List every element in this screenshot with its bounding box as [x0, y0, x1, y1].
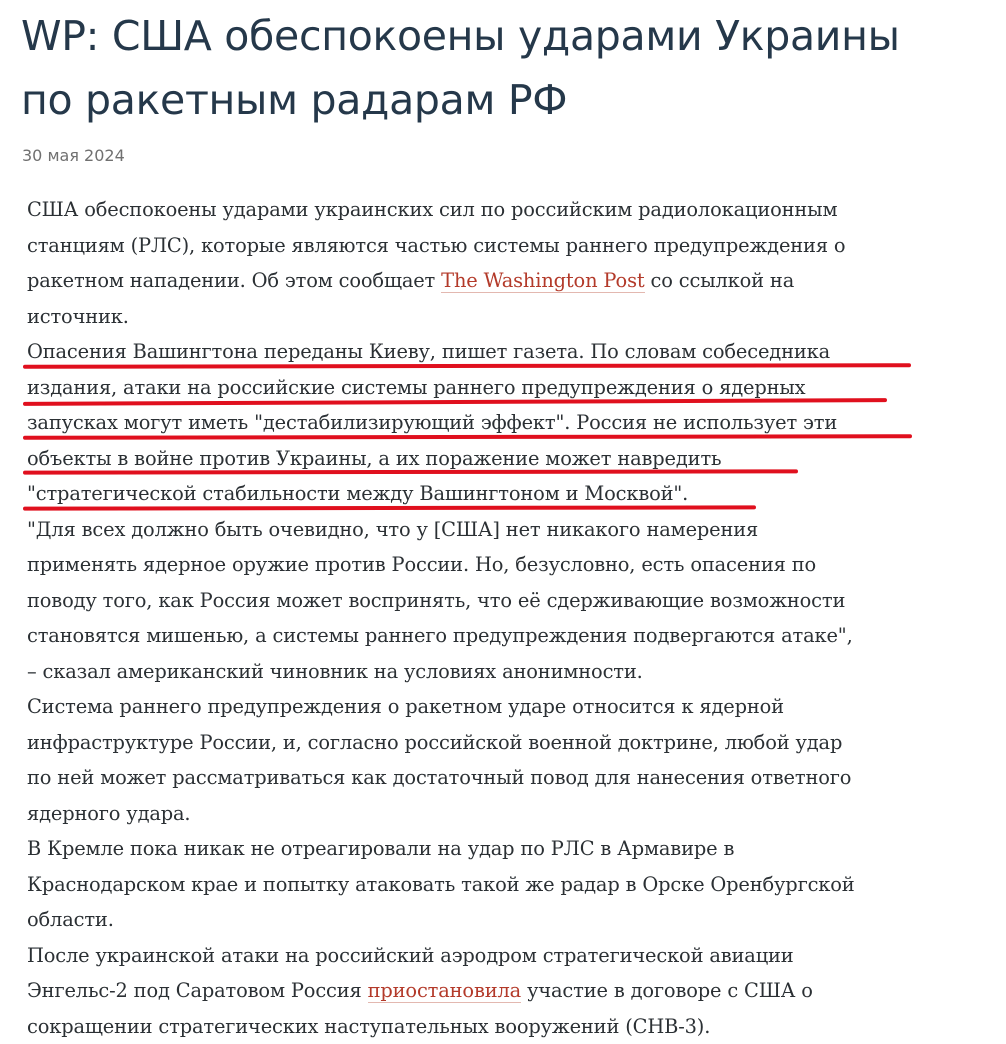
paragraph-6	[27, 938, 977, 1044]
publish-date: 30 мая 2024	[22, 145, 125, 167]
article-title	[21, 4, 1001, 132]
paragraph-2-line-2: издания, атаки на российские системы раннего предупреждения о ядерных	[27, 370, 977, 406]
paragraph-4-line-4: ядерного удара.	[27, 796, 977, 832]
paragraph-4	[27, 689, 977, 831]
paragraph-5-line-1: В Кремле пока никак не отреагировали на удар по РЛС в Армавире в	[27, 831, 977, 867]
paragraph-2-line-4: объекты в войне против Украины, а их поражение может навредить	[27, 441, 977, 477]
washington-post-link[interactable]: The Washington Post	[441, 269, 644, 293]
paragraph-1	[27, 192, 977, 334]
paragraph-2-highlighted	[27, 334, 977, 512]
paragraph-2-line-3: запусках могут иметь "дестабилизирующий эффект". Россия не использует эти	[27, 405, 977, 441]
paragraph-3-line-5: – сказал американский чиновник на условиях анонимности.	[27, 654, 977, 690]
paragraph-5-line-3: области.	[27, 902, 977, 938]
paragraph-3	[27, 512, 977, 690]
paragraph-1-line-2: станциям (РЛС), которые являются частью системы раннего предупреждения о	[27, 228, 977, 264]
paragraph-1-line-3	[27, 263, 977, 299]
paragraph-2-line-1: Опасения Вашингтона переданы Киеву, пишет газета. По словам собеседника	[27, 334, 977, 370]
paragraph-4-line-1: Система раннего предупреждения о ракетном ударе относится к ядерной	[27, 689, 977, 725]
paragraph-6-line-2-text-before: Энгельс-2 под Саратовом Россия	[27, 979, 368, 1002]
suspended-link[interactable]: приостановила	[368, 979, 521, 1003]
paragraph-3-line-3: поводу того, как Россия может воспринять, что её сдерживающие возможности	[27, 583, 977, 619]
title-line-2: по ракетным радарам РФ	[21, 68, 1001, 132]
paragraph-3-line-2: применять ядерное оружие против России. Но, безусловно, есть опасения по	[27, 547, 977, 583]
paragraph-1-line-3-text-after: со ссылкой на	[645, 269, 795, 292]
title-line-1: WP: США обеспокоены ударами Украины	[21, 4, 1001, 68]
article-body	[27, 192, 977, 1044]
paragraph-6-line-3: сокращении стратегических наступательных вооружений (СНВ-3).	[27, 1009, 977, 1044]
paragraph-4-line-3: по ней может рассматриваться как достаточный повод для нанесения ответного	[27, 760, 977, 796]
paragraph-1-line-4: источник.	[27, 299, 977, 335]
paragraph-3-line-1: "Для всех должно быть очевидно, что у [США] нет никакого намерения	[27, 512, 977, 548]
paragraph-1-line-3-text-before: ракетном нападении. Об этом сообщает	[27, 269, 441, 292]
paragraph-5-line-2: Краснодарском крае и попытку атаковать такой же радар в Орске Оренбургской	[27, 867, 977, 903]
paragraph-6-line-2	[27, 973, 977, 1009]
paragraph-5	[27, 831, 977, 938]
paragraph-6-line-1: После украинской атаки на российский аэродром стратегической авиации	[27, 938, 977, 974]
paragraph-6-line-2-text-after: участие в договоре с США о	[521, 979, 813, 1002]
paragraph-1-line-1: США обеспокоены ударами украинских сил по российским радиолокационным	[27, 192, 977, 228]
paragraph-3-line-4: становятся мишенью, а системы раннего предупреждения подвергаются атаке",	[27, 618, 977, 654]
paragraph-4-line-2: инфраструктуре России, и, согласно российской военной доктрине, любой удар	[27, 725, 977, 761]
paragraph-2-line-5: "стратегической стабильности между Вашингтоном и Москвой".	[27, 476, 977, 512]
